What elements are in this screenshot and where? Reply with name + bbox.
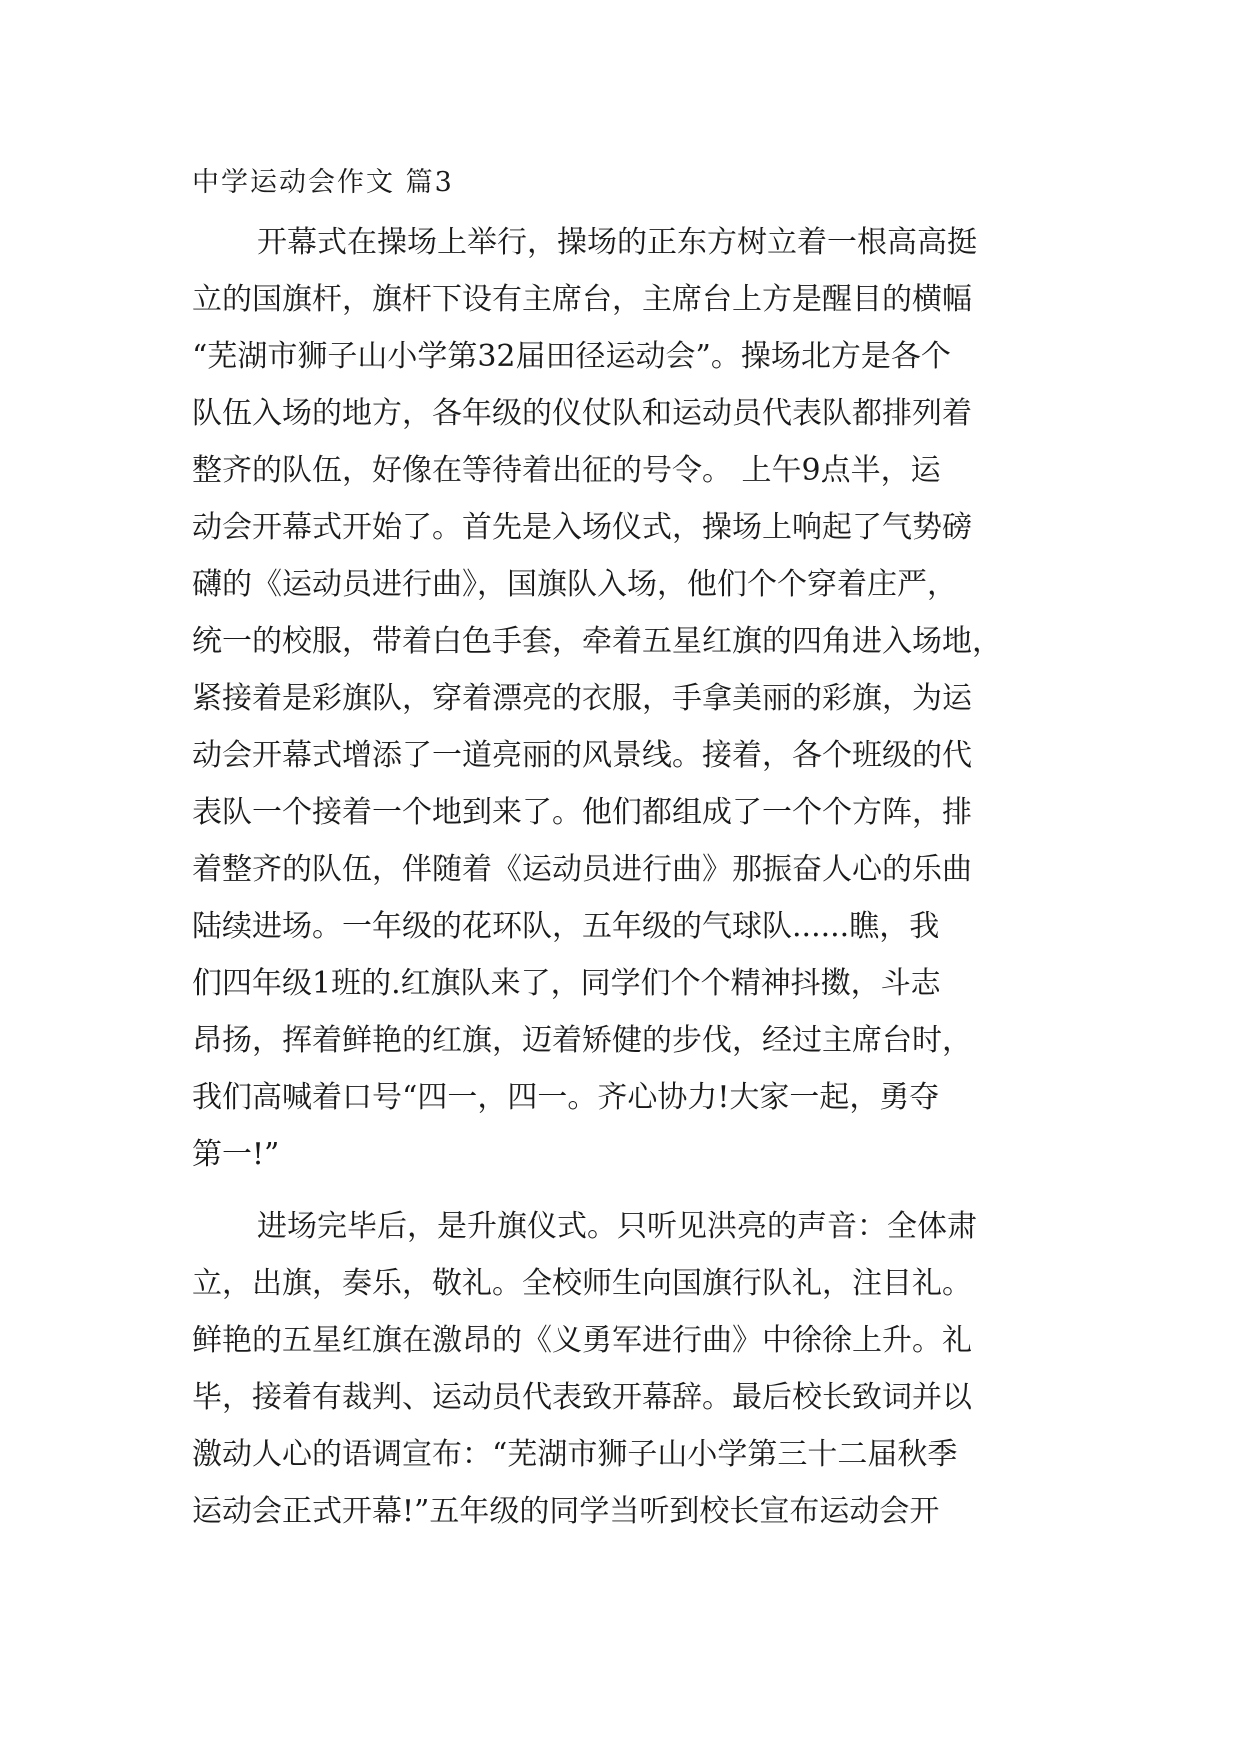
text-line: 毕，接着有裁判、运动员代表致开幕辞。最后校长致词并以 bbox=[192, 1380, 972, 1415]
text-line: 昂扬，挥着鲜艳的红旗，迈着矫健的步伐，经过主席台时， bbox=[192, 1023, 972, 1058]
text-line: 礴的《运动员进行曲》，国旗队入场，他们个个穿着庄严， bbox=[192, 567, 957, 602]
text-line: 统一的校服，带着白色手套，牵着五星红旗的四角进入场地， bbox=[192, 624, 1002, 659]
text-line: 第一!” bbox=[192, 1137, 280, 1172]
text-line: 激动人心的语调宣布：“芜湖市狮子山小学第三十二届秋季 bbox=[192, 1437, 958, 1472]
text-line: 们四年级1班的.红旗队来了，同学们个个精神抖擞，斗志 bbox=[192, 966, 941, 1001]
text-line: “芜湖市狮子山小学第32届田径运动会”。操场北方是各个 bbox=[192, 339, 951, 374]
text-line: 紧接着是彩旗队，穿着漂亮的衣服，手拿美丽的彩旗，为运 bbox=[192, 681, 972, 716]
text-line: 整齐的队伍，好像在等待着出征的号令。 上午9点半，运 bbox=[192, 453, 941, 488]
text-line: 进场完毕后，是升旗仪式。只听见洪亮的声音：全体肃 bbox=[257, 1209, 977, 1244]
text-line: 陆续进场。一年级的花环队，五年级的气球队......瞧，我 bbox=[192, 909, 940, 944]
text-line: 鲜艳的五星红旗在激昂的《义勇军进行曲》中徐徐上升。礼 bbox=[192, 1323, 972, 1358]
text-line: 我们高喊着口号“四一，四一。齐心协力!大家一起，勇夺 bbox=[192, 1080, 940, 1115]
text-line: 立，出旗，奏乐，敬礼。全校师生向国旗行队礼，注目礼。 bbox=[192, 1266, 972, 1301]
text-line: 队伍入场的地方，各年级的仪仗队和运动员代表队都排列着 bbox=[192, 396, 972, 431]
text-line: 动会开幕式增添了一道亮丽的风景线。接着，各个班级的代 bbox=[192, 738, 972, 773]
document-title: 中学运动会作文 篇3 bbox=[192, 167, 454, 198]
text-line: 着整齐的队伍，伴随着《运动员进行曲》那振奋人心的乐曲 bbox=[192, 852, 972, 887]
text-line: 表队一个接着一个地到来了。他们都组成了一个个方阵，排 bbox=[192, 795, 972, 830]
text-line: 运动会正式开幕!”五年级的同学当听到校长宣布运动会开 bbox=[192, 1494, 940, 1529]
text-line: 开幕式在操场上举行，操场的正东方树立着一根高高挺 bbox=[257, 225, 977, 260]
text-line: 立的国旗杆，旗杆下设有主席台，主席台上方是醒目的横幅 bbox=[192, 282, 972, 317]
text-line: 动会开幕式开始了。首先是入场仪式，操场上响起了气势磅 bbox=[192, 510, 972, 545]
